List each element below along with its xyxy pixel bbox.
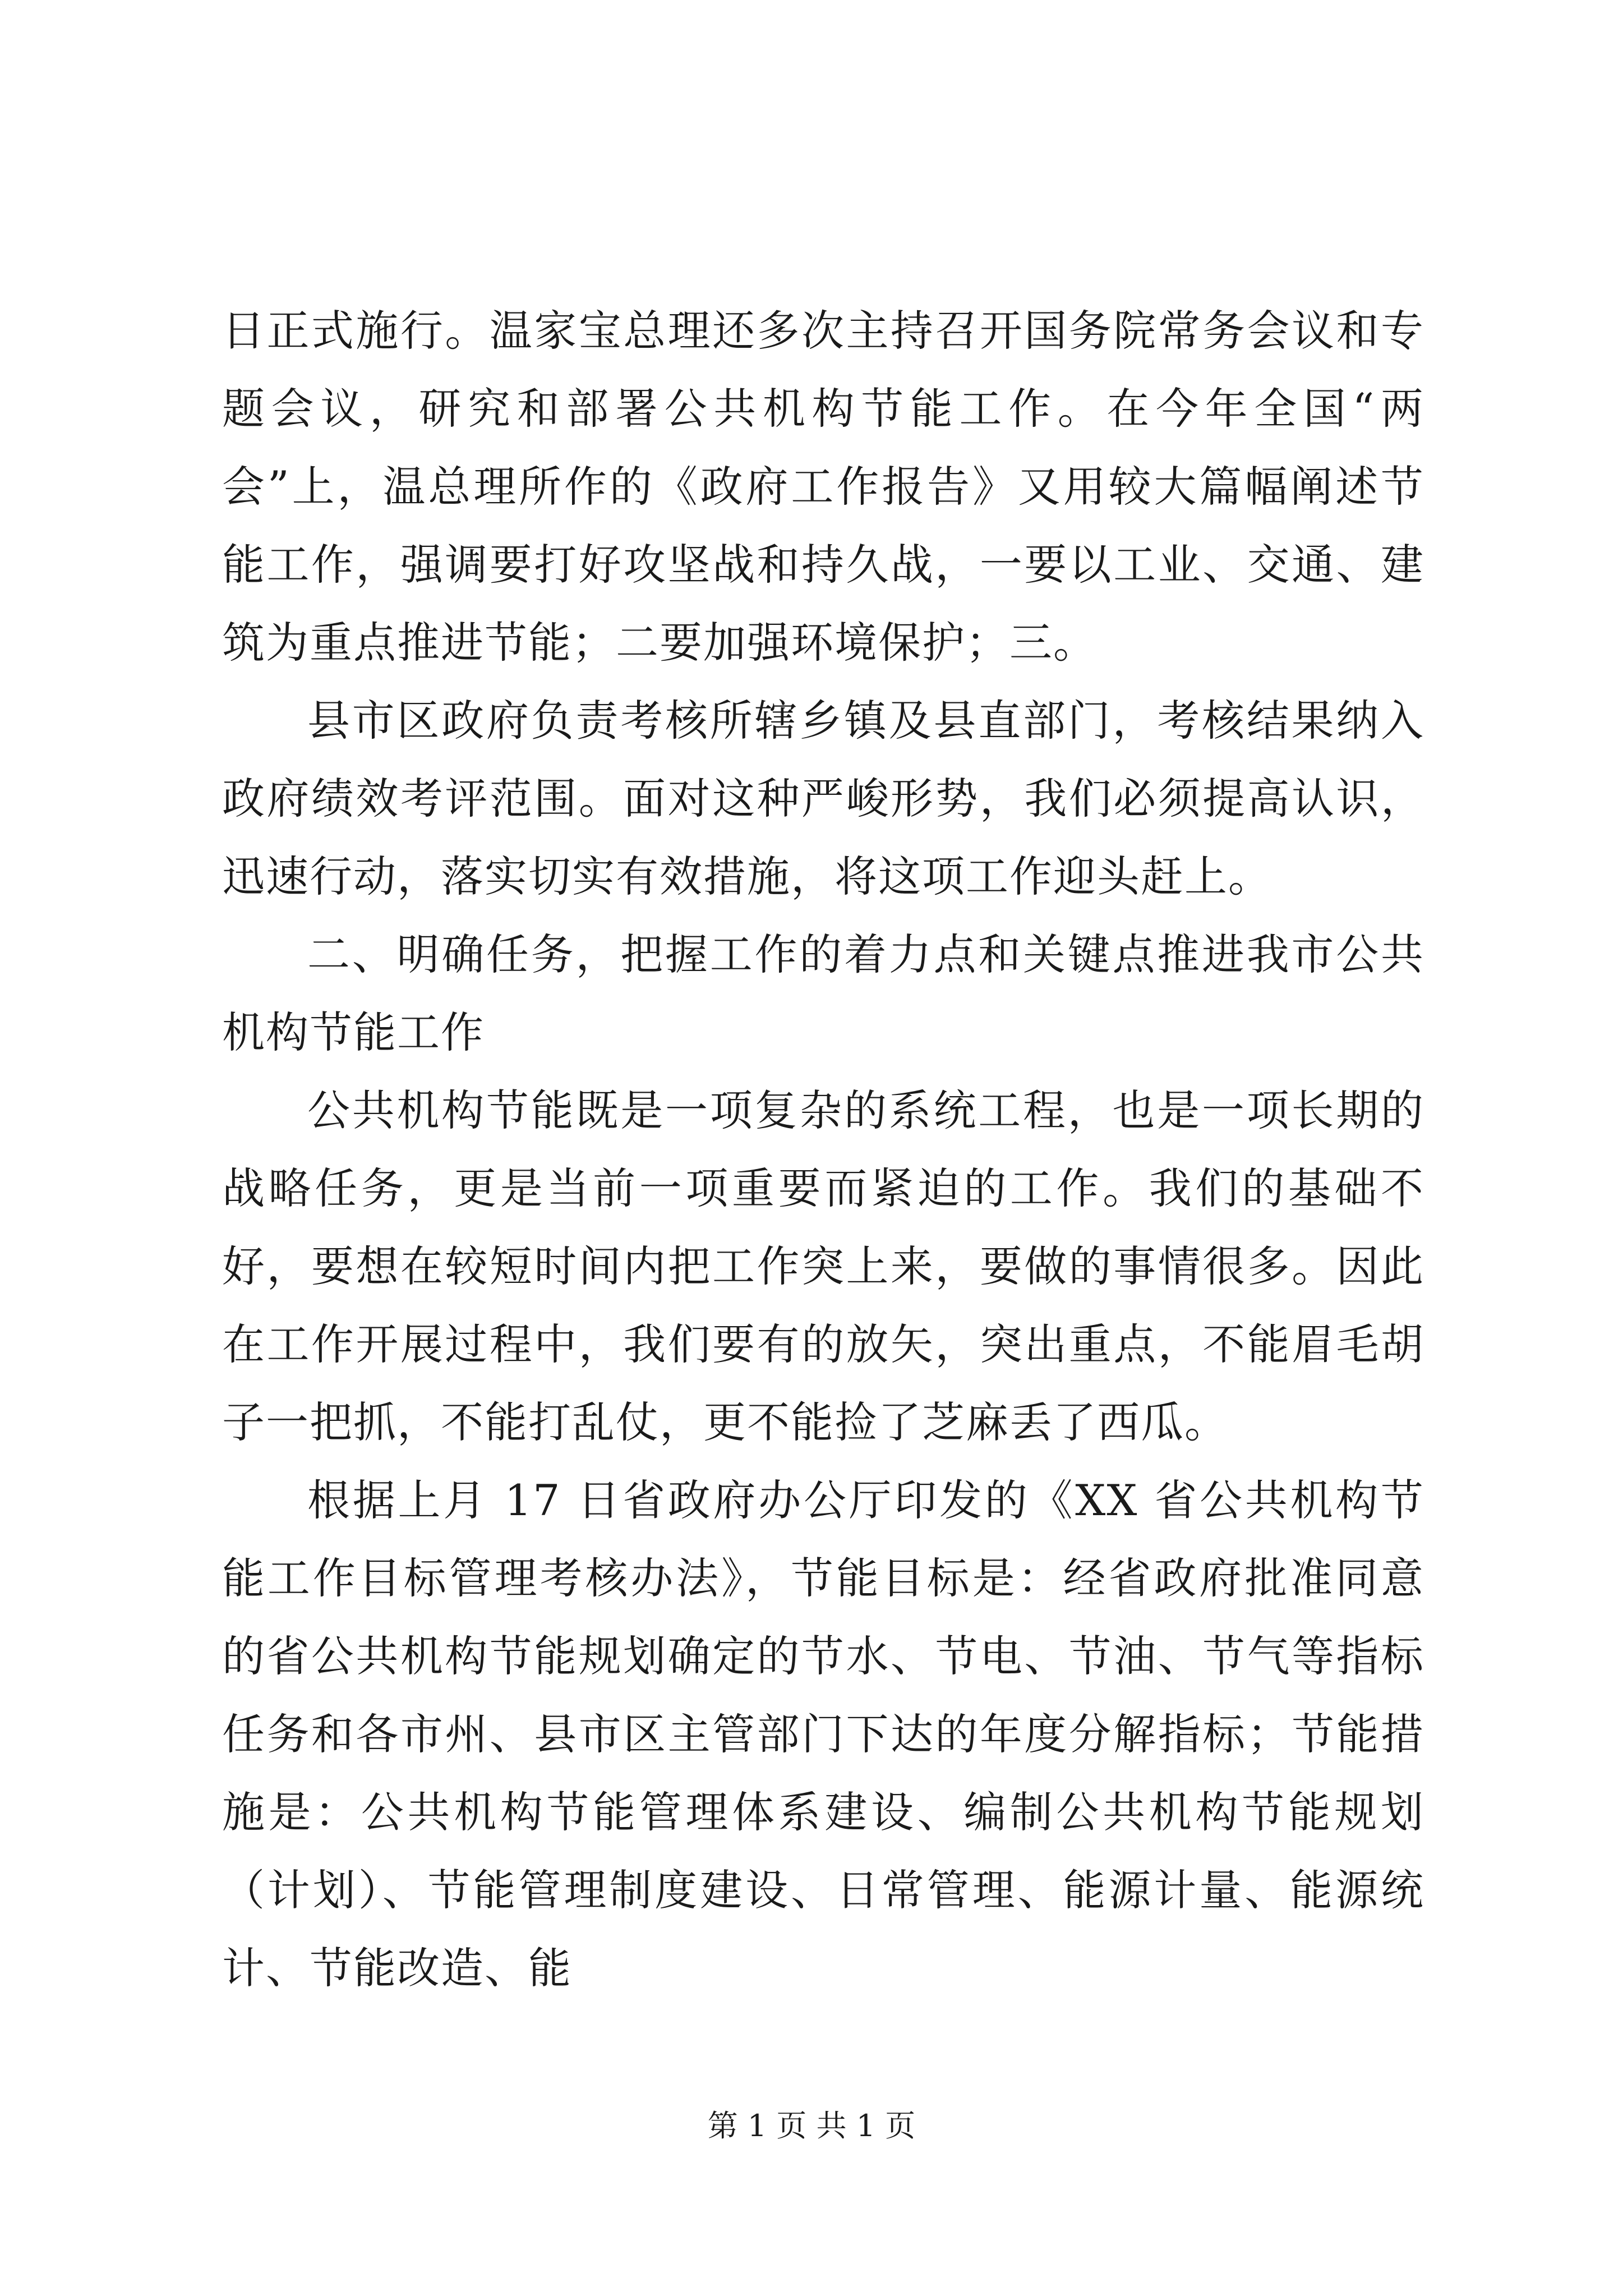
document-body	[222, 292, 1424, 2007]
paragraph-2: 县市区政府负责考核所辖乡镇及县直部门，考核结果纳入政府绩效考评范围。面对这种严峻形势，我们必须提高认识，迅速行动，落实切实有效措施，将这项工作迎头赶上。	[222, 696, 1424, 901]
paragraph-1: 日正式施行。温家宝总理还多次主持召开国务院常务会议和专题会议，研究和部署公共机构节能工作。在今年全国“两会”上，温总理所作的《政府工作报告》又用较大篇幅阐述节能工作，强调要打好攻坚战和持久战，一要以工业、交通、建筑为重点推进节能；二要加强环境保护；三。	[222, 306, 1424, 668]
section-heading: 二、明确任务，把握工作的着力点和关键点推进我市公共机构节能工作	[222, 930, 1424, 1057]
page-footer: 第 1 页 共 1 页	[707, 2108, 916, 2143]
paragraph-4: 根据上月 17 日省政府办公厅印发的《XX 省公共机构节能工作目标管理考核办法》，节能目标是：经省政府批准同意的省公共机构节能规划确定的节水、节电、节油、节气等指标任务和各市州、县市区主管部门下达的年度分解指标；节能措施是：公共机构节能管理体系建设、编制公共机构节能规划（计划）、节能管理制度建设、日常管理、能源计量、能源统计、节能改造、能	[222, 1475, 1424, 1993]
paragraph-3: 公共机构节能既是一项复杂的系统工程，也是一项长期的战略任务，更是当前一项重要而紧迫的工作。我们的基础不好，要想在较短时间内把工作突上来，要做的事情很多。因此在工作开展过程中，我们要有的放矢，突出重点，不能眉毛胡子一把抓，不能打乱仗，更不能捡了芝麻丢了西瓜。	[222, 1085, 1424, 1447]
